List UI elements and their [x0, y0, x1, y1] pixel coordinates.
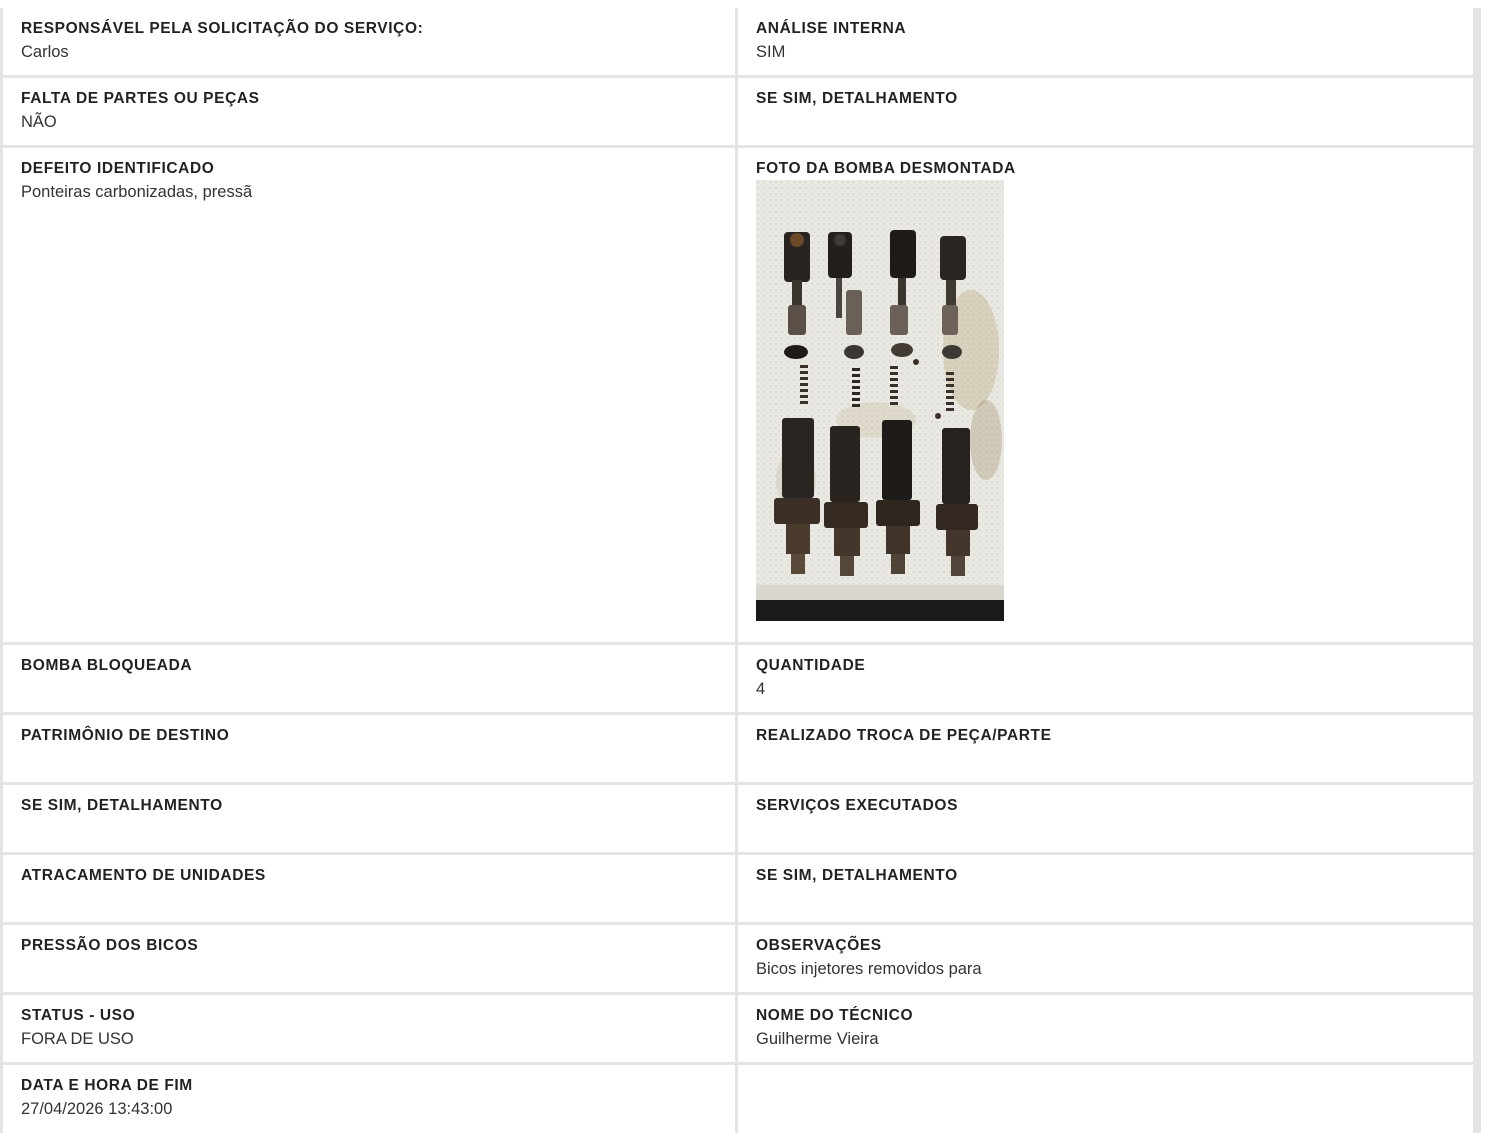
field-label: QUANTIDADE — [756, 657, 866, 674]
field-label: NOME DO TÉCNICO — [756, 1007, 914, 1024]
field-label: OBSERVAÇÕES — [756, 937, 882, 954]
field-label: PRESSÃO DOS BICOS — [21, 937, 199, 954]
field-value — [756, 111, 1455, 133]
field-value: FORA DE USO — [21, 1030, 134, 1048]
field-value: Bicos injetores removidos para — [756, 960, 982, 978]
field-status-uso — [3, 995, 738, 1065]
field-defeito-identificado — [3, 148, 738, 645]
field-value — [756, 888, 1455, 910]
disassembled-injectors-photo[interactable] — [756, 180, 1004, 621]
field-label: REALIZADO TROCA DE PEÇA/PARTE — [756, 727, 1052, 744]
field-label: DEFEITO IDENTIFICADO — [21, 160, 215, 177]
field-troca-peca — [738, 715, 1473, 785]
field-detalhamento-3 — [738, 855, 1473, 925]
field-nome-tecnico — [738, 995, 1473, 1065]
field-value: SIM — [756, 43, 786, 61]
field-analise-interna — [738, 8, 1473, 78]
field-value: Carlos — [21, 43, 69, 61]
field-quantidade — [738, 645, 1473, 715]
field-value: 27/04/2026 13:43:00 — [21, 1100, 173, 1118]
field-value: Ponteiras carbonizadas, pressã — [21, 183, 253, 201]
field-label: SE SIM, DETALHAMENTO — [756, 90, 958, 107]
field-label: SE SIM, DETALHAMENTO — [756, 867, 958, 884]
field-label: STATUS - USO — [21, 1007, 136, 1024]
field-value: 4 — [756, 680, 766, 698]
field-foto-bomba — [738, 148, 1473, 645]
field-responsavel — [3, 8, 738, 78]
field-value — [756, 748, 1455, 770]
field-label: SE SIM, DETALHAMENTO — [21, 797, 223, 814]
field-value: Guilherme Vieira — [756, 1030, 879, 1048]
field-label: PATRIMÔNIO DE DESTINO — [21, 727, 230, 744]
field-atracamento-unidades — [3, 855, 738, 925]
field-bomba-bloqueada — [3, 645, 738, 715]
field-detalhamento-1 — [738, 78, 1473, 148]
field-value — [756, 818, 1455, 840]
field-label: FALTA DE PARTES OU PEÇAS — [21, 90, 260, 107]
field-label: SERVIÇOS EXECUTADOS — [756, 797, 959, 814]
injector-parts-image — [756, 180, 1004, 621]
field-data-hora-fim — [3, 1065, 738, 1133]
field-label: ATRACAMENTO DE UNIDADES — [21, 867, 266, 884]
field-label: FOTO DA BOMBA DESMONTADA — [756, 160, 1016, 177]
field-value: NÃO — [21, 113, 57, 131]
field-value — [21, 818, 717, 840]
field-value — [21, 888, 717, 910]
field-patrimonio-destino — [3, 715, 738, 785]
field-value — [21, 678, 717, 700]
field-label: ANÁLISE INTERNA — [756, 20, 907, 37]
field-falta-partes — [3, 78, 738, 148]
field-label: BOMBA BLOQUEADA — [21, 657, 193, 674]
service-report-grid — [0, 8, 1481, 1133]
field-value — [21, 748, 717, 770]
field-value — [21, 958, 717, 980]
field-label: RESPONSÁVEL PELA SOLICITAÇÃO DO SERVIÇO: — [21, 20, 424, 37]
field-value — [756, 1080, 1455, 1102]
field-observacoes — [738, 925, 1473, 995]
field-label: DATA E HORA DE FIM — [21, 1077, 193, 1094]
field-empty — [738, 1065, 1473, 1133]
field-detalhamento-2 — [3, 785, 738, 855]
field-servicos-executados — [738, 785, 1473, 855]
field-pressao-bicos — [3, 925, 738, 995]
